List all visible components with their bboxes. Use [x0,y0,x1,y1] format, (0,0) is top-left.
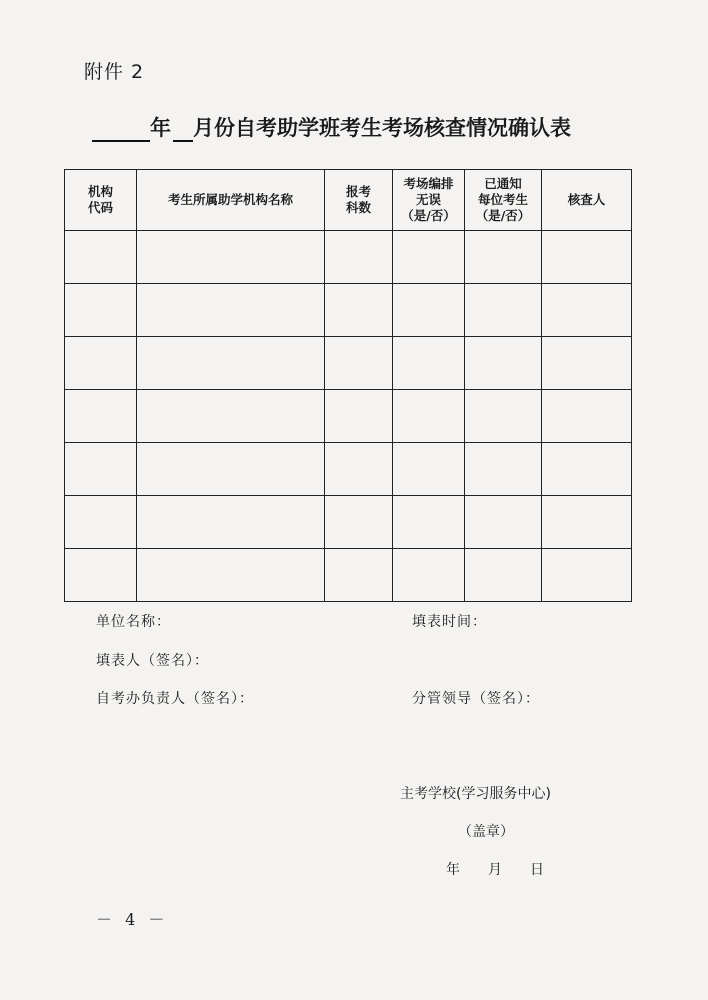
filler-signature-label: 填表人（签名）： [96,653,209,669]
table-cell[interactable] [465,284,542,337]
table-cell[interactable] [65,549,137,602]
table-cell[interactable] [465,443,542,496]
table-cell[interactable] [137,496,325,549]
page-number: － 4 － [96,910,169,929]
table-cell[interactable] [325,496,393,549]
document-title [92,112,571,142]
table-cell[interactable] [137,337,325,390]
header-institution-code: 机构 代码 [65,170,137,231]
school-name: 主考学校(学习服务中心) [400,786,551,802]
table-cell[interactable] [325,390,393,443]
table-cell[interactable] [393,496,465,549]
table-cell[interactable] [65,390,137,443]
attachment-label: 附件 2 [84,61,145,83]
office-head-signature-label: 自考办负责人（签名）： [96,691,254,707]
table-row [65,284,632,337]
table-cell[interactable] [137,549,325,602]
table-row [65,549,632,602]
table-cell[interactable] [325,284,393,337]
year-blank [92,120,150,142]
table-cell[interactable] [393,231,465,284]
table-row [65,496,632,549]
table-row [65,443,632,496]
table-cell[interactable] [465,231,542,284]
table-cell[interactable] [325,549,393,602]
table-cell[interactable] [542,284,632,337]
title-rest: 月份自考助学班考生考场核查情况确认表 [193,116,571,140]
header-verifier: 核查人 [542,170,632,231]
leader-signature-label: 分管领导（签名）： [412,691,540,707]
table-cell[interactable] [465,337,542,390]
table-cell[interactable] [542,443,632,496]
table-cell[interactable] [65,284,137,337]
table-cell[interactable] [542,337,632,390]
header-institution-name: 考生所属助学机构名称 [137,170,325,231]
table-cell[interactable] [542,549,632,602]
table-cell[interactable] [542,231,632,284]
table-cell[interactable] [393,337,465,390]
table-cell[interactable] [65,231,137,284]
unit-name-label: 单位名称： [96,614,171,630]
table-header-row [65,170,632,231]
verification-table [64,169,632,602]
table-cell[interactable] [137,443,325,496]
table-row [65,390,632,443]
table-cell[interactable] [137,284,325,337]
table-cell[interactable] [325,231,393,284]
seal-label: （盖章） [458,824,514,840]
table-cell[interactable] [393,284,465,337]
header-arrangement-correct: 考场编排 无误 （是/否） [393,170,465,231]
table-cell[interactable] [465,549,542,602]
month-blank [173,120,193,142]
table-cell[interactable] [542,390,632,443]
fill-time-label: 填表时间： [412,614,487,630]
table-cell[interactable] [465,496,542,549]
table-cell[interactable] [325,443,393,496]
title-year-suffix: 年 [150,116,171,140]
table-row [65,337,632,390]
table-cell[interactable] [137,390,325,443]
header-subject-count: 报考 科数 [325,170,393,231]
table-row [65,231,632,284]
table-cell[interactable] [137,231,325,284]
table-cell[interactable] [393,443,465,496]
table-cell[interactable] [542,496,632,549]
table-cell[interactable] [465,390,542,443]
table-cell[interactable] [65,337,137,390]
table-cell[interactable] [65,443,137,496]
header-notified: 已通知 每位考生 （是/否） [465,170,542,231]
table-cell[interactable] [65,496,137,549]
table-cell[interactable] [393,390,465,443]
table-cell[interactable] [325,337,393,390]
table-cell[interactable] [393,549,465,602]
date-label: 年 月 日 [446,862,544,878]
